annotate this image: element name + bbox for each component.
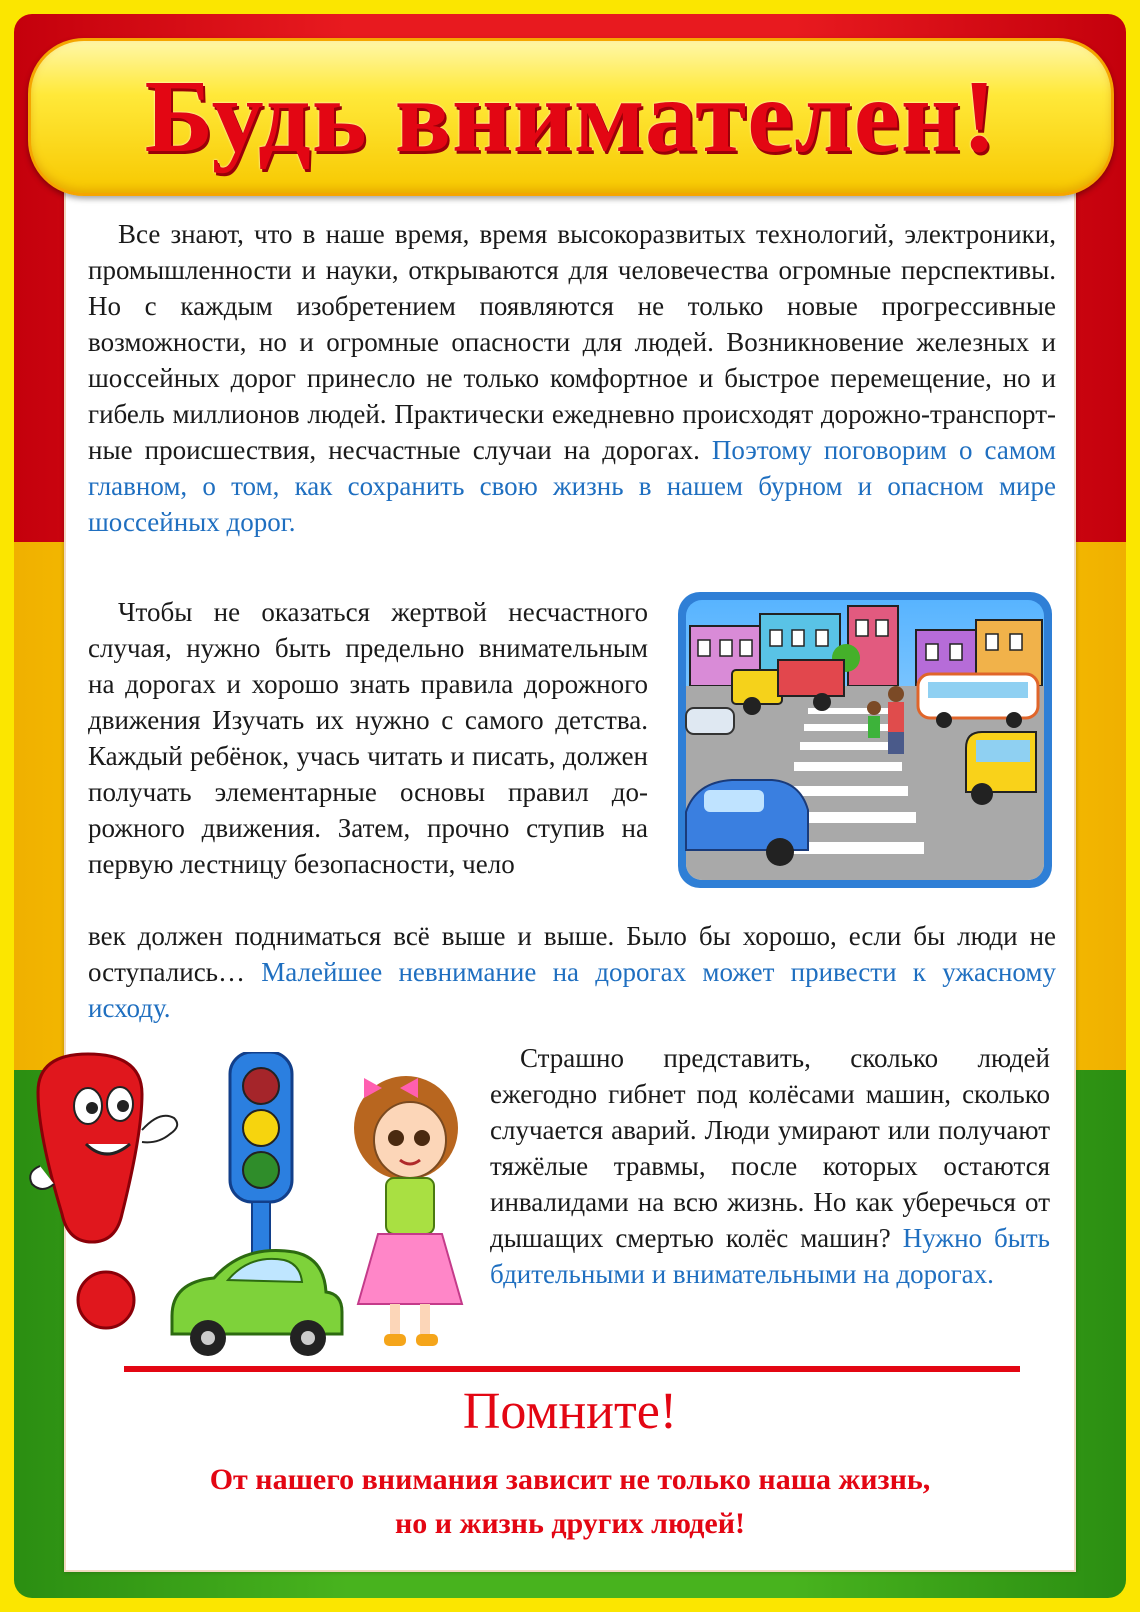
parent-trousers <box>888 732 904 754</box>
paragraph-rules-continued <box>88 918 1056 1026</box>
bus-windows <box>928 682 1028 698</box>
final-message-line1: От нашего внимания зависит не только наша жизнь, <box>209 1463 931 1496</box>
traffic-light-red <box>243 1068 279 1104</box>
building-red <box>848 606 898 686</box>
traffic-light-green <box>243 1152 279 1188</box>
paragraph-rules: Чтобы не оказаться жертвой несчастного случая, нужно быть предельно внимательным на дорогах и хорошо знать правила дорожного движения Изучать их нужно с самого детства. Каждый ребёнок, учась читать и писать, должен получать элементарные основы правил дорожного движения. Затем, прочно ступив на первую лестницу безопасности, чело <box>88 597 648 879</box>
paragraph-danger-text: Страшно представить, сколько людей ежегодно гибнет под колёсами машин, сколько случается аварий. Люди умирают или получают тяжёлые травмы, после которых остаются инвалидами на всю жизнь. Но как уберечься от дышащих смертью колёс машин? <box>490 1043 1050 1253</box>
poster-title: Будь внимателен! <box>144 59 998 174</box>
paragraph-danger <box>490 1040 1050 1292</box>
final-message-line2: но и жизнь других людей! <box>395 1507 745 1540</box>
thumbs-up-glove <box>142 1116 177 1143</box>
girl-blouse <box>386 1178 434 1234</box>
paragraph-danger-highlight: Нужно быть бдительными и внимательными на дорогах. <box>490 1223 1050 1289</box>
truck-wheel <box>743 697 761 715</box>
parent-shirt <box>888 702 904 732</box>
characters-illustration <box>22 1052 482 1358</box>
exclamation-dot <box>78 1272 134 1328</box>
girl-skirt <box>358 1234 462 1304</box>
parent-head <box>888 686 904 702</box>
truck-body <box>778 660 844 696</box>
paragraph-intro <box>88 216 1056 540</box>
final-message <box>80 1458 1060 1546</box>
child-dress <box>868 716 880 738</box>
girl-face <box>374 1102 446 1178</box>
blue-car-window <box>704 790 764 812</box>
red-divider <box>124 1366 1020 1372</box>
street-crossing-illustration <box>676 590 1054 890</box>
child-head <box>867 701 881 715</box>
paragraph-rules-continued-text: век должен подниматься всё выше и выше. Было бы хорошо, если бы люди не оступались… <box>88 921 1056 987</box>
paragraph-intro-highlight: Поэтому поговорим о самом главном, о том, как сохранить свою жизнь в нашем бурном и опасном мире шоссейных дорог. <box>88 435 1056 537</box>
paragraph-rules-highlight: Малейшее невнимание на дорогах может привести к ужасному исходу. <box>88 957 1056 1023</box>
paragraph-intro-text: Все знают, что в наше время, время высокоразвитых технологий, электроники, промышленности и науки, открываются для человечества огромные перспективы. Но с каждым изобретением появляются не только новые прогрессивные возможности, но и огромные опасности для людей. Возникновение железных и шоссейных дорог принесло не только комфортное и быстрое перемещение, но и гибель миллионов людей. Практически ежедневно происходят дорожно-транспортные происшествия, несчастные случаи на дорогах. <box>88 219 1056 465</box>
remember-heading: Помните! <box>462 1383 678 1440</box>
taxi-window <box>976 740 1030 762</box>
silver-car <box>686 708 734 734</box>
traffic-light-yellow <box>243 1110 279 1146</box>
truck-wheel <box>813 693 831 711</box>
